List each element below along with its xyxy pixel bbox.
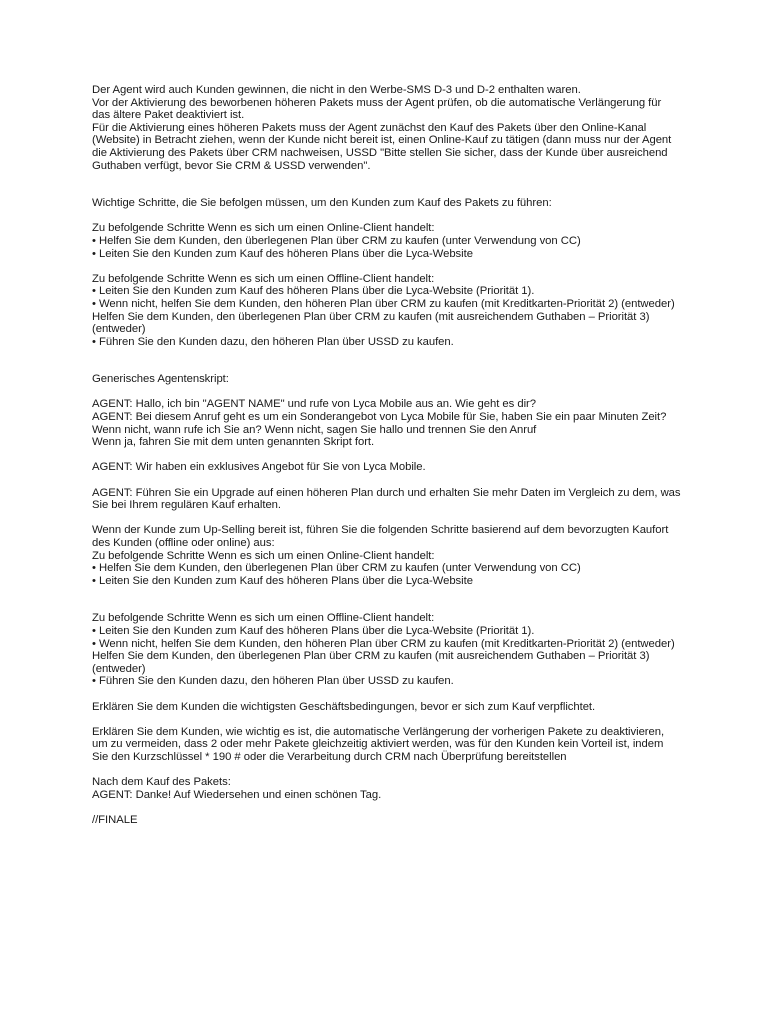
text-line: AGENT: Führen Sie ein Upgrade auf einen höheren Plan durch und erhalten Sie mehr Daten im Vergleich zu dem, was Sie bei Ihrem regulären Kauf erhalten. — [92, 486, 681, 512]
script-offer — [92, 461, 682, 474]
text-line: • Führen Sie den Kunden dazu, den höheren Plan über USSD zu kaufen. — [92, 675, 454, 688]
text-line: Zu befolgende Schritte Wenn es sich um einen Offline-Client handelt: — [92, 272, 435, 285]
text-line: Vor der Aktivierung des beworbenen höheren Pakets muss der Agent prüfen, ob die automatische Verlängerung für das ältere Paket deaktiviert ist. — [92, 96, 662, 122]
text-line: Zu befolgende Schritte Wenn es sich um einen Online-Client handelt: — [92, 549, 435, 562]
script-greeting — [92, 398, 682, 448]
text-line: Erklären Sie dem Kunden die wichtigsten Geschäftsbedingungen, bevor er sich zum Kauf verpflichtet. — [92, 700, 596, 713]
finale-marker — [92, 814, 682, 827]
steps-heading — [92, 197, 682, 210]
script-upgrade — [92, 487, 682, 512]
text-line: Nach dem Kauf des Pakets: — [92, 776, 231, 789]
text-line: Wenn der Kunde zum Up-Selling bereit ist, führen Sie die folgenden Schritte basierend auf dem bevorzugten Kaufort des Kunden (offline oder online) aus: — [92, 524, 669, 549]
text-line: • Leiten Sie den Kunden zum Kauf des höheren Plans über die Lyca-Website (Priorität 1). — [92, 624, 535, 637]
text-line: Generisches Agentenskript: — [92, 373, 229, 386]
text-line: Zu befolgende Schritte Wenn es sich um einen Online-Client handelt: — [92, 222, 435, 235]
intro-paragraph — [92, 84, 682, 172]
text-line: • Führen Sie den Kunden dazu, den höheren Plan über USSD zu kaufen. — [92, 335, 454, 348]
text-line: • Leiten Sie den Kunden zum Kauf des höheren Plans über die Lyca-Website (Priorität 1). — [92, 285, 535, 298]
text-line: • Helfen Sie dem Kunden, den überlegenen Plan über CRM zu kaufen (unter Verwendung von CC) — [92, 234, 581, 247]
upselling-steps — [92, 524, 682, 587]
text-line: • Leiten Sie den Kunden zum Kauf des höheren Plans über die Lyca-Website — [92, 247, 473, 260]
offline-steps-repeat — [92, 612, 682, 688]
terms-paragraph — [92, 701, 682, 714]
text-line: Der Agent wird auch Kunden gewinnen, die nicht in den Werbe-SMS D-3 und D-2 enthalten waren. — [92, 84, 581, 96]
renewal-paragraph — [92, 726, 682, 764]
text-line: AGENT: Danke! Auf Wiedersehen und einen schönen Tag. — [92, 788, 382, 801]
text-line: Wichtige Schritte, die Sie befolgen müssen, um den Kunden zum Kauf des Pakets zu führen: — [92, 197, 552, 210]
text-line: • Helfen Sie dem Kunden, den überlegenen Plan über CRM zu kaufen (unter Verwendung von CC) — [92, 562, 581, 575]
closing-paragraph — [92, 776, 682, 801]
text-line: Erklären Sie dem Kunden, wie wichtig es ist, die automatische Verlängerung der vorherigen Pakete zu deaktivieren, um zu vermeiden, dass 2 oder mehr Pakete gleichzeitig aktiviert werden, was für den Kunden kein Vorteil ist, indem Sie den Kurzschlüssel * 190 # oder die Verarbeitung durch CRM nach Überprüfung bereitstellen — [92, 725, 665, 763]
text-line: • Wenn nicht, helfen Sie dem Kunden, den höheren Plan über CRM zu kaufen (mit Kreditkarten-Priorität 2) (entweder) — [92, 637, 675, 650]
text-line: Wenn ja, fahren Sie mit dem unten genannten Skript fort. — [92, 436, 375, 449]
text-line: AGENT: Wir haben ein exklusives Angebot für Sie von Lyca Mobile. — [92, 461, 426, 474]
script-heading — [92, 373, 682, 386]
online-steps — [92, 222, 682, 260]
text-line: Helfen Sie dem Kunden, den überlegenen Plan über CRM zu kaufen (mit ausreichendem Guthaben – Priorität 3) (entweder) — [92, 650, 650, 675]
text-line: • Wenn nicht, helfen Sie dem Kunden, den höheren Plan über CRM zu kaufen (mit Kreditkarten-Priorität 2) (entweder) — [92, 297, 675, 310]
offline-steps — [92, 273, 682, 349]
text-line: Zu befolgende Schritte Wenn es sich um einen Offline-Client handelt: — [92, 612, 435, 625]
document-page — [92, 84, 682, 826]
text-line: Helfen Sie dem Kunden, den überlegenen Plan über CRM zu kaufen (mit ausreichendem Guthaben – Priorität 3) (entweder) — [92, 310, 650, 336]
text-line: AGENT: Hallo, ich bin "AGENT NAME" und rufe von Lyca Mobile aus an. Wie geht es dir? — [92, 398, 536, 411]
text-line: • Leiten Sie den Kunden zum Kauf des höheren Plans über die Lyca-Website — [92, 574, 473, 587]
text-line: Für die Aktivierung eines höheren Pakets muss der Agent zunächst den Kauf des Pakets über den Online-Kanal (Website) in Betracht ziehen, wenn der Kunde nicht bereit ist, einen Online-Kauf zu tätigen (dann muss nur der Agent die Aktivierung des Pakets über CRM nachweisen, USSD "Bitte stellen Sie sicher, dass der Kunde über ausreichend Guthaben verfügt, bevor Sie CRM & USSD verwenden". — [92, 121, 672, 172]
text-line: AGENT: Bei diesem Anruf geht es um ein Sonderangebot von Lyca Mobile für Sie, haben Sie ein paar Minuten Zeit? — [92, 411, 667, 424]
text-line: Wenn nicht, wann rufe ich Sie an? Wenn nicht, sagen Sie hallo und trennen Sie den Anruf — [92, 423, 537, 436]
text-line: //FINALE — [92, 813, 138, 826]
